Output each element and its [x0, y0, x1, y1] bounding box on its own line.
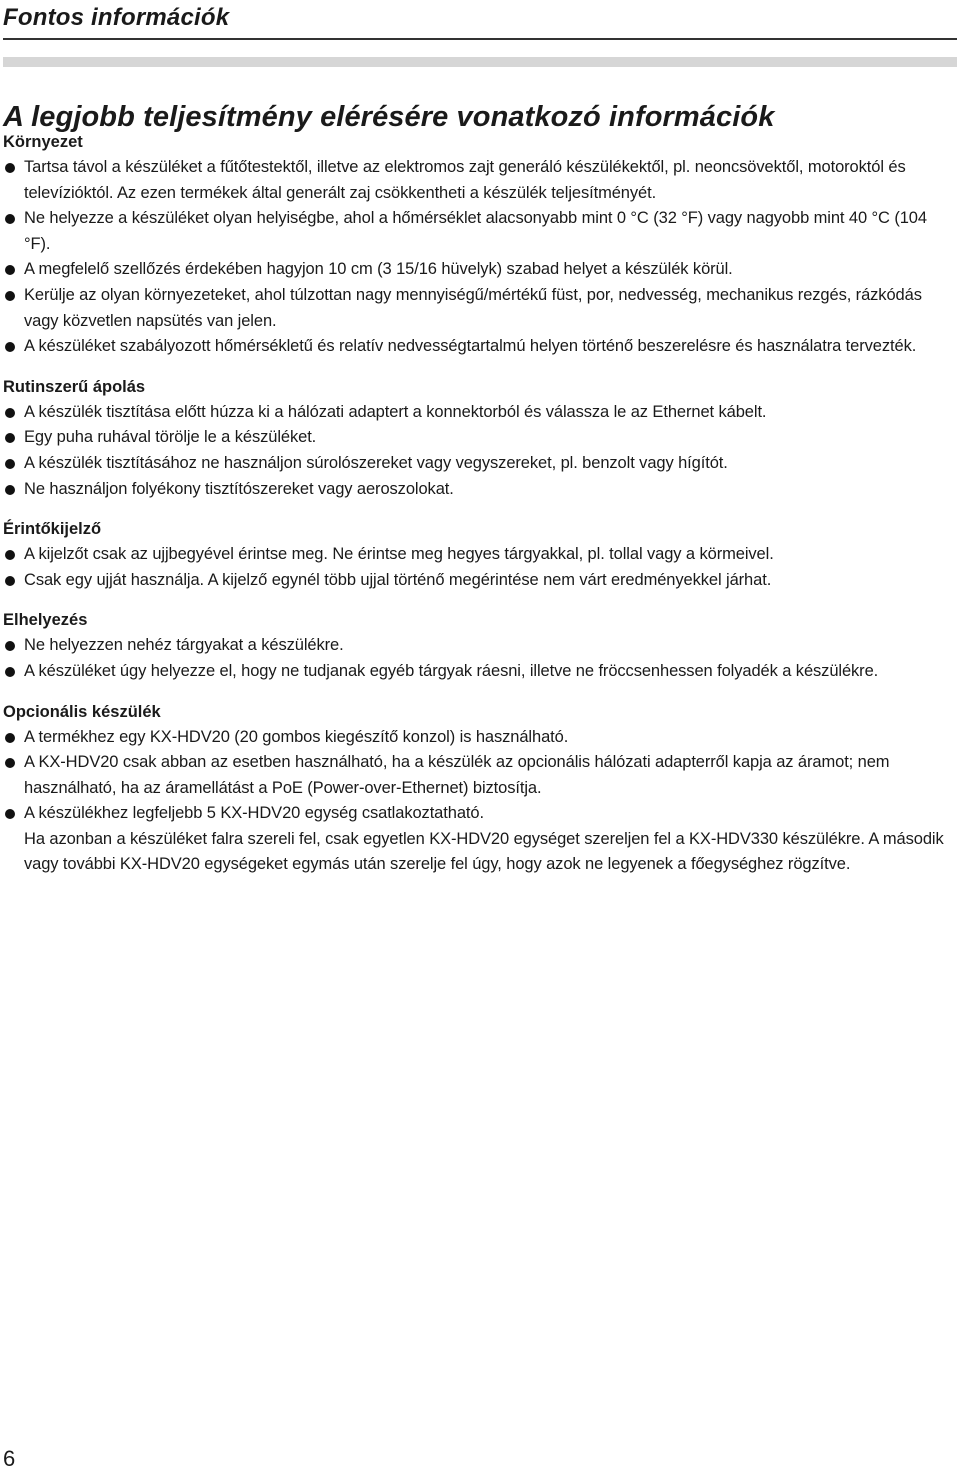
bullet-icon: [5, 265, 15, 275]
header-divider: [3, 38, 957, 40]
list-item: [3, 568, 953, 594]
bullet-icon: [5, 291, 15, 301]
list-item: [3, 155, 953, 206]
list-item-text: Kerülje az olyan környezeteket, ahol túlzottan nagy mennyiségű/mértékű füst, por, nedvesség, mechanikus rezgés, rázkódás vagy közvetlen napsütés van jelen.: [24, 285, 922, 330]
bullet-list: [3, 542, 953, 593]
list-item: [3, 206, 953, 257]
list-item-text: A megfelelő szellőzés érdekében hagyjon 10 cm (3 15/16 hüvelyk) szabad helyet a készülék körül.: [24, 260, 733, 279]
list-item-continuation: Ha azonban a készüléket falra szereli fel, csak egyetlen KX-HDV20 egységet szereljen fel a KX-HDV330 készülékre. A második vagy további KX-HDV20 egységeket egymás után szerelje fel úgy, hogy azok ne legyenek a főegységhez rögzítve.: [24, 829, 944, 874]
bullet-icon: [5, 641, 15, 651]
list-item-text: Ne helyezzen nehéz tárgyakat a készülékre.: [24, 636, 344, 655]
list-item-text: A KX-HDV20 csak abban az esetben használható, ha a készülék az opcionális hálózati adapterről kapja az áramot; nem használható, ha az áramellátást a PoE (Power-over-Ethernet) biztosítja.: [24, 753, 890, 797]
list-item-text: A készülék tisztítása előtt húzza ki a hálózati adaptert a konnektorból és válassza le az Ethernet kábelt.: [24, 402, 767, 421]
list-item-text: Tartsa távol a készüléket a fűtőtestektől, illetve az elektromos zajt generáló készülékektől, pl. neoncsövektől, motoroktól és televízióktól. Az ezen termékek által generált zaj csökkentheti a készülék teljesítményét.: [24, 158, 906, 202]
group-heading: Érintőkijelző: [3, 520, 102, 539]
list-item-text: A készüléket szabályozott hőmérsékletű és relatív nedvességtartalmú helyen történő beszerelésre és használatra tervezték.: [24, 337, 917, 356]
page-number: 6: [3, 1446, 16, 1471]
list-item: [3, 334, 953, 360]
list-item-text: Csak egy ujját használja. A kijelző egynél több ujjal történő megérintése nem várt eredményekkel járhat.: [24, 570, 772, 589]
bullet-icon: [5, 667, 15, 677]
list-item: [3, 659, 953, 685]
group-touchscreen: [3, 517, 953, 593]
bullet-list: [3, 725, 953, 879]
section-title: A legjobb teljesítmény elérésére vonatkozó információk: [3, 101, 775, 134]
bullet-list: [3, 400, 953, 502]
group-routine-care: [3, 375, 953, 502]
bullet-list: [3, 633, 953, 684]
list-item-text: A készülék tisztításához ne használjon súrolószereket vagy vegyszereket, pl. benzolt vagy hígítót.: [24, 453, 728, 472]
bullet-icon: [5, 758, 15, 768]
content-body: [3, 130, 953, 893]
group-heading: Környezet: [3, 133, 83, 151]
bullet-icon: [5, 550, 15, 560]
list-item: [3, 725, 953, 751]
group-heading: Elhelyezés: [3, 611, 88, 630]
page-header-title: Fontos információk: [3, 4, 230, 31]
group-heading: Opcionális készülék: [3, 702, 161, 721]
list-item-text: Ne helyezze a készüléket olyan helyiségbe, ahol a hőmérséklet alacsonyabb mint 0 °C (32 °F) vagy nagyobb mint 40 °C (104 °F).: [24, 209, 927, 253]
list-item-text: A készüléket úgy helyezze el, hogy ne tudjanak egyéb tárgyak ráesni, illetve ne fröccsenhessen folyadék a készülékre.: [24, 661, 879, 680]
bullet-icon: [5, 433, 15, 443]
list-item: [3, 257, 953, 283]
header-gray-bar: [3, 57, 957, 67]
list-item: [3, 542, 953, 568]
list-item: [3, 477, 953, 503]
bullet-icon: [5, 459, 15, 469]
group-optional-device: [3, 700, 953, 879]
list-item: [3, 283, 953, 334]
list-item-text: A készülékhez legfeljebb 5 KX-HDV20 egység csatlakoztatható.: [24, 804, 484, 823]
list-item-text: A termékhez egy KX-HDV20 (20 gombos kiegészítő konzol) is használható.: [24, 727, 569, 746]
list-item-text: A kijelzőt csak az ujjbegyével érintse meg. Ne érintse meg hegyes tárgyakkal, pl. tollal vagy a körmeivel.: [24, 545, 774, 564]
bullet-icon: [5, 485, 15, 495]
group-heading: Rutinszerű ápolás: [3, 377, 146, 396]
bullet-icon: [5, 809, 15, 819]
list-item: [3, 801, 953, 878]
group-environment: [3, 130, 953, 360]
bullet-icon: [5, 733, 15, 743]
list-item: [3, 633, 953, 659]
list-item: [3, 750, 953, 801]
list-item: [3, 400, 953, 426]
list-item: [3, 451, 953, 477]
bullet-icon: [5, 342, 15, 352]
bullet-icon: [5, 214, 15, 224]
list-item-text: Ne használjon folyékony tisztítószereket vagy aeroszolokat.: [24, 479, 454, 498]
list-item: [3, 425, 953, 451]
bullet-icon: [5, 576, 15, 586]
bullet-list: [3, 155, 953, 360]
bullet-icon: [5, 408, 15, 418]
bullet-icon: [5, 163, 15, 173]
group-placement: [3, 608, 953, 684]
list-item-text: Egy puha ruhával törölje le a készüléket.: [24, 428, 317, 447]
